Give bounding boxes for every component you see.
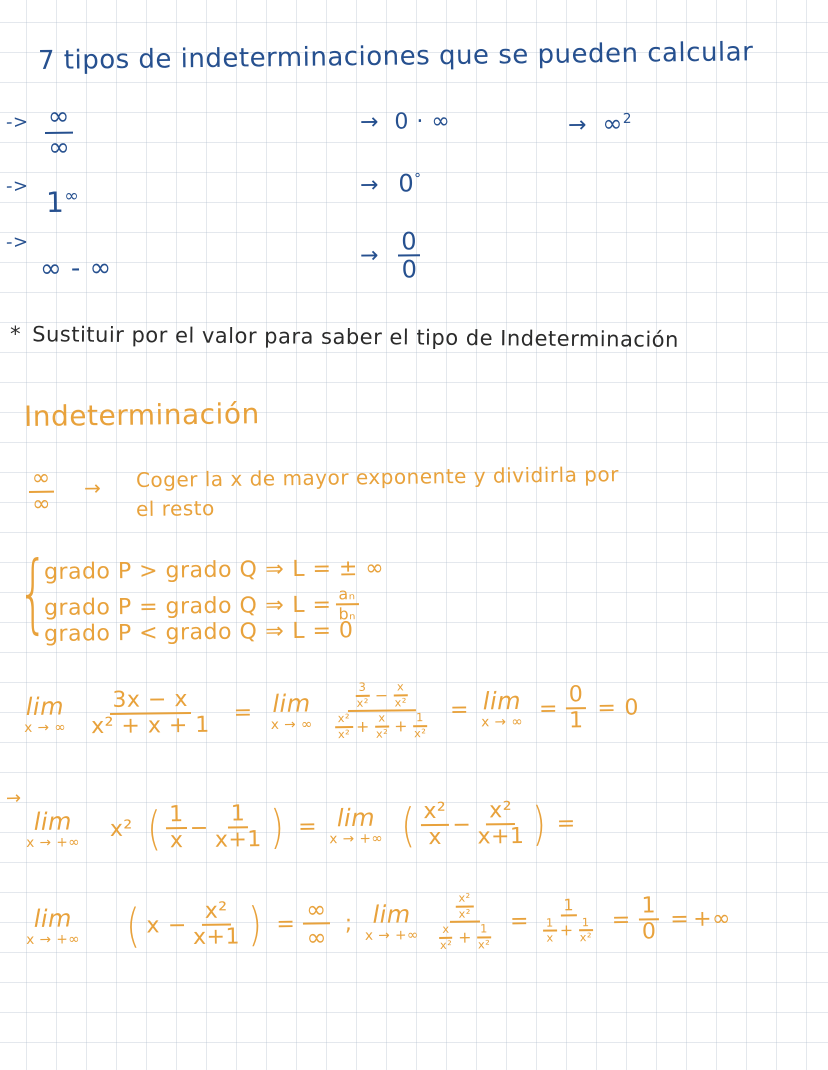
degree-rule-2-implies: ⇒: [265, 592, 285, 618]
degree-rule-1: [44, 556, 384, 585]
form-7-exponent: 2: [622, 110, 633, 128]
example-1-equals-3: =: [538, 696, 559, 722]
form-7-arrow: →: [567, 112, 588, 138]
example-1-expr-1-numerator: 3x − x: [109, 689, 191, 715]
example-2-group-2-open: (: [401, 798, 416, 853]
degree-rule-2-result-denominator: bₙ: [338, 604, 357, 624]
example-3-result-3: [638, 895, 659, 944]
degree-rule-1-left: grado P > grado Q: [43, 557, 258, 585]
page-title: 7 tipos de indeterminaciones que se pueden calcular: [37, 37, 754, 76]
example-1-limit-1: lim x → ∞: [24, 692, 67, 737]
example-3-equals-4: =: [670, 906, 690, 932]
example-3-limit-1: lim x → +∞: [26, 904, 81, 949]
rule-form-denominator: ∞: [31, 492, 52, 518]
example-1-equals-2: =: [449, 697, 470, 723]
example-3-equals-3: =: [611, 907, 631, 933]
form-arrow-1: ->: [5, 111, 29, 133]
example-1-result-1-numerator: 0: [566, 684, 587, 710]
example-1-result-1: [566, 681, 587, 734]
example-1-expr-2-numerator: $\frac{3}{\text{x²}}$ − $\frac{x}{\text{x²}}$: [347, 681, 416, 712]
form-zero-over-zero: [360, 229, 424, 283]
form-one-to-infinity: [46, 186, 80, 219]
example-1-equals-4: =: [597, 695, 617, 721]
example-3-result-2-denominator: $\frac{1}{x}$ + $\frac{1}{\text{x²}}$: [537, 916, 601, 945]
example-3-equals-2: =: [509, 908, 530, 934]
example-3-group-1-close: ): [247, 897, 263, 952]
example-3-expression-2: [430, 892, 499, 951]
degree-rule-3-left: grado P < grado Q: [43, 619, 258, 647]
form-6-arrow: →: [359, 243, 380, 269]
example-2-group-2-close: ): [532, 796, 547, 852]
degree-rule-3-result: L = 0: [292, 618, 354, 644]
example-1-expression-1: [88, 686, 213, 740]
form-4-arrow: →: [359, 109, 380, 135]
example-1-expr-2-denominator: $\frac{\text{x²}}{\text{x²}}$ + $\frac{x}{\text{x²}}$ + $\frac{1}{\text{x²}}$: [329, 711, 436, 741]
example-2-limit-1: lim x → +∞: [26, 807, 81, 852]
example-3-result-3-numerator: 1: [638, 895, 659, 921]
degree-rule-3-implies: ⇒: [265, 619, 285, 645]
example-3-group-1-lead: x: [146, 913, 161, 939]
form-2-exponent: ∞: [64, 186, 80, 207]
example-3-result-3-denominator: 0: [641, 919, 657, 945]
example-1: [24, 678, 640, 744]
example-1-expr-1-denominator: x² + x + 1: [90, 712, 210, 740]
form-6-denominator: 0: [401, 255, 418, 284]
form-1-denominator: ∞: [47, 132, 71, 163]
example-3-group-1-open: (: [125, 898, 141, 953]
example-1-limit-3: lim x → ∞: [481, 686, 524, 731]
example-3-result-4: +∞: [693, 906, 732, 932]
example-3: [26, 889, 732, 956]
degree-rule-3: [44, 618, 354, 647]
example-3-result-1-denominator: ∞: [306, 923, 328, 952]
example-1-result-1-denominator: 1: [568, 708, 584, 734]
example-1-limit-2: lim x → ∞: [270, 689, 313, 734]
example-2-group-1-open: (: [146, 801, 162, 856]
form-infinity-minus-infinity: ∞ - ∞: [39, 253, 112, 284]
example-2: [26, 796, 576, 856]
example-3-limit-2: lim x → +∞: [364, 900, 419, 945]
form-5-exponent: °: [414, 170, 422, 188]
rule-text-line-2: el resto: [135, 496, 215, 521]
example-2-marker: →: [5, 787, 22, 809]
form-5-arrow: →: [359, 172, 380, 198]
form-1-numerator: ∞: [45, 104, 74, 134]
form-6-numerator: 0: [398, 229, 420, 257]
example-2-equals-1: =: [298, 814, 318, 840]
example-1-equals-1: =: [233, 699, 253, 726]
degree-rules-brace: {: [18, 543, 49, 643]
example-3-result-2-numerator: 1: [560, 897, 577, 916]
example-2-factor: x²: [109, 816, 133, 842]
example-2-limit-2: lim x → +∞: [329, 803, 384, 848]
form-arrow-2: ->: [5, 175, 29, 197]
degree-rule-1-result: L = ± ∞: [292, 555, 385, 582]
example-3-expr-2-denominator: $\frac{x}{\text{x²}}$ + $\frac{1}{\text{x²}}$: [439, 921, 491, 952]
rule-text-line-1: Coger la x de mayor exponente y dividirla por: [135, 462, 620, 492]
form-infinity-over-infinity: [42, 101, 77, 163]
note-text: Sustituir por el valor para saber el tipo de Indeterminación: [32, 322, 680, 352]
form-arrow-3: ->: [5, 231, 29, 253]
form-zero-times-infinity: [360, 109, 451, 135]
example-3-separator: ;: [344, 910, 353, 936]
rule-form-numerator: ∞: [29, 468, 54, 494]
rule-arrow: →: [83, 475, 102, 500]
degree-rule-2-left: grado P = grado Q: [43, 593, 258, 621]
form-infinity-squared: [568, 109, 632, 138]
form-5-base: 0: [398, 169, 415, 198]
example-2-group-1: ( $\frac{1}{x}$ − $\frac{1}{x+1}$ ): [146, 800, 285, 856]
degree-rule-2-result-numerator: aₙ: [335, 586, 358, 605]
degree-rule-1-implies: ⇒: [265, 557, 285, 583]
substitution-note: [10, 322, 679, 352]
section-title: Indeterminación: [23, 397, 260, 433]
example-3-result-1-numerator: ∞: [303, 897, 330, 925]
degree-rule-2-result-prefix: L =: [292, 592, 332, 618]
example-2-equals-2: =: [556, 811, 576, 837]
example-3-result-1: [303, 897, 330, 950]
form-zero-to-zero: [360, 169, 422, 198]
form-4-expr: 0 · ∞: [394, 108, 451, 135]
example-3-equals-1: =: [276, 911, 296, 937]
rule-form: [26, 465, 57, 518]
example-3-result-2: [537, 894, 601, 945]
example-2-group-2: ( $\frac{\text{x²}}{x}$ − $\frac{\text{x²}}{x+1}$ ): [401, 796, 547, 853]
example-3-group-1: ( x − $\frac{\text{x²}}{x+1}$ ): [125, 897, 263, 953]
note-star: *: [9, 322, 22, 347]
example-1-expression-2: [328, 681, 435, 741]
example-2-group-1-close: ): [269, 800, 285, 855]
form-2-base: 1: [45, 185, 65, 219]
example-3-expr-2-numerator: $\frac{\text{x²}}{\text{x²}}$: [449, 892, 480, 923]
form-7-base: ∞: [602, 109, 624, 138]
example-1-result-2: 0: [624, 695, 640, 721]
